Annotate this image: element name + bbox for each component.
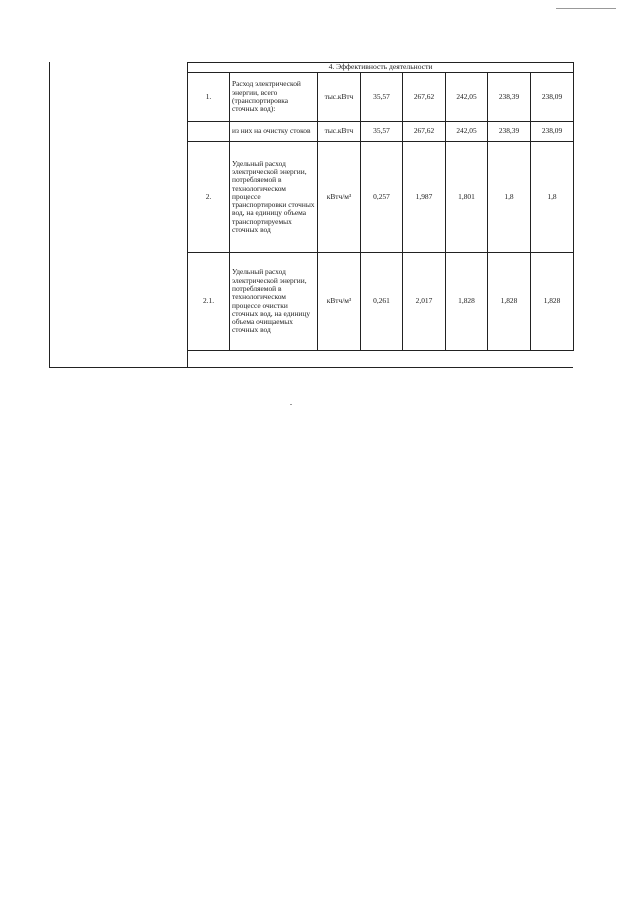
row-value: 242,05: [446, 122, 488, 142]
row-number: 2.: [188, 142, 230, 253]
row-value: 1,8: [488, 142, 531, 253]
frame-left-border: [49, 62, 50, 368]
row-value: 238,39: [488, 73, 531, 122]
row-value: 267,62: [403, 73, 446, 122]
row-value: 242,05: [446, 73, 488, 122]
row-value: 2,017: [403, 253, 446, 351]
row-value: 267,62: [403, 122, 446, 142]
row-value: 35,57: [361, 73, 403, 122]
row-description: Удельный расход электрической энергии, потребляемой в технологическом процессе транспортировки сточных вод, на единицу объема транспортируемых сточных вод: [230, 142, 318, 253]
row-unit: кВтч/м³: [318, 253, 361, 351]
row-number: [188, 122, 230, 142]
row-number: 1.: [188, 73, 230, 122]
section-title: 4. Эффективность деятельности: [188, 63, 574, 73]
row-description: Расход электрической энергии, всего (транспортировка сточных вод):: [230, 73, 318, 122]
row-unit: тыс.кВтч: [318, 73, 361, 122]
frame-bottom-border: [49, 367, 573, 368]
row-value: 1,8: [531, 142, 574, 253]
row-value: 1,828: [488, 253, 531, 351]
table-row: [188, 253, 574, 351]
row-value: 1,801: [446, 142, 488, 253]
row-value: 0,261: [361, 253, 403, 351]
scan-speck: [290, 404, 292, 405]
row-description: Удельный расход электрической энергии, потребляемой в технологическом процессе очистки сточных вод, на единицу объема очищаемых сточных вод: [230, 253, 318, 351]
row-value: 238,09: [531, 73, 574, 122]
row-value: 238,39: [488, 122, 531, 142]
row-number: 2.1.: [188, 253, 230, 351]
row-description: из них на очистку стоков: [230, 122, 318, 142]
row-value: 1,828: [446, 253, 488, 351]
row-value: 1,987: [403, 142, 446, 253]
row-value: 35,57: [361, 122, 403, 142]
section-header-row: [188, 63, 574, 73]
table-row: [188, 122, 574, 142]
table-row: [188, 73, 574, 122]
scan-mark: [556, 8, 616, 9]
row-unit: кВтч/м³: [318, 142, 361, 253]
row-value: 238,09: [531, 122, 574, 142]
table-row: [188, 142, 574, 253]
row-value: 0,257: [361, 142, 403, 253]
row-value: 1,828: [531, 253, 574, 351]
efficiency-table: [187, 62, 574, 351]
row-unit: тыс.кВтч: [318, 122, 361, 142]
